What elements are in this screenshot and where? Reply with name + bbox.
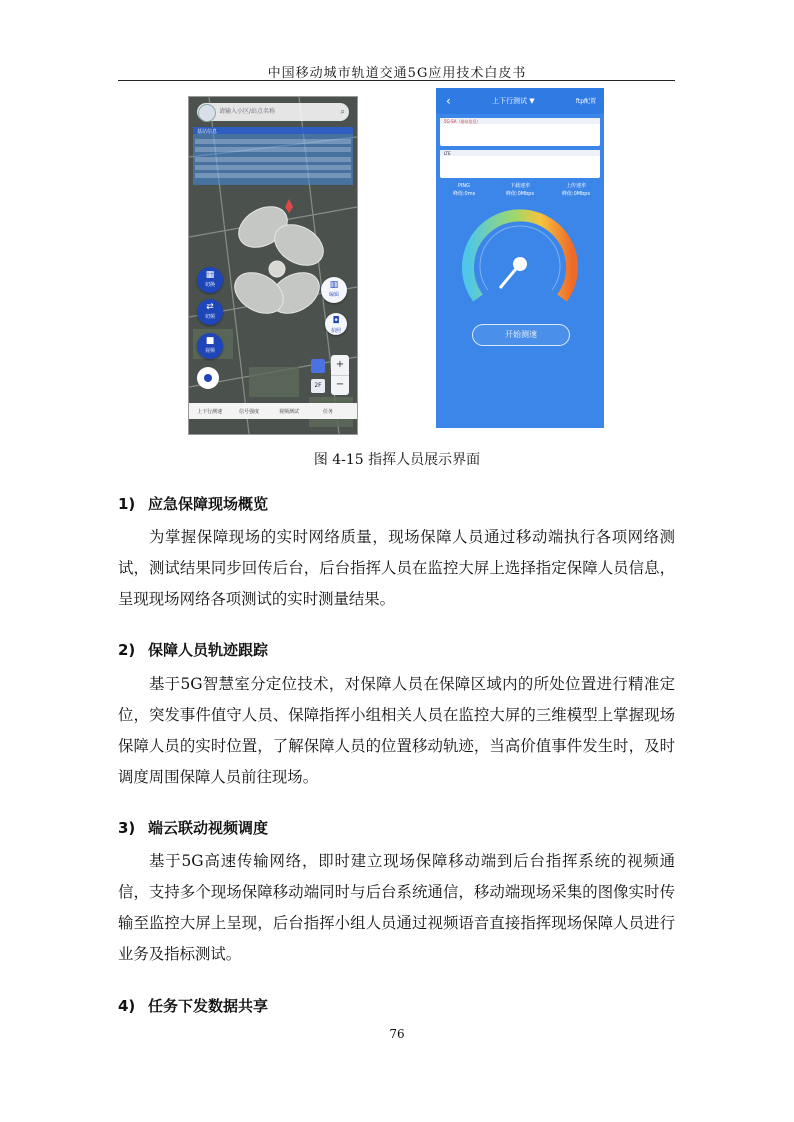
panel-row	[195, 165, 351, 170]
ping-stat	[436, 182, 492, 198]
header-rule	[118, 80, 675, 81]
speed-title[interactable]: 上下行测试 ▼	[492, 97, 535, 105]
frequency-button[interactable]	[197, 299, 223, 325]
camera-icon: ◘	[332, 316, 340, 326]
grid-icon: ▦	[205, 270, 215, 280]
video-icon: ■	[205, 336, 215, 346]
section-title: 端云联动视频调度	[148, 819, 269, 837]
section-heading	[118, 817, 268, 838]
section-paragraph: 为掌握保障现场的实时网络质量，现场保障人员通过移动端执行各项网络测试，测试结果同步回传后台，后台指挥人员在监控大屏上选择指定保障人员信息，呈现现场网络各项测试的实时测量结果。	[118, 528, 675, 608]
tab-speed-test[interactable]: 上下行测速	[197, 409, 223, 415]
zoom-in-button[interactable]: +	[335, 359, 345, 370]
zoom-control[interactable]	[331, 355, 349, 395]
map-bottom-tabs	[189, 403, 357, 419]
panel-tag: 基站信息	[197, 129, 218, 135]
speed-test-screenshot	[436, 88, 604, 428]
avatar[interactable]	[198, 104, 216, 122]
section-title: 任务下发数据共享	[148, 997, 269, 1015]
ftp-config-button[interactable]: ftp配置	[575, 98, 596, 105]
edit-button[interactable]	[321, 277, 347, 303]
tab-signal[interactable]: 信号强度	[239, 409, 260, 415]
locate-icon[interactable]	[197, 367, 219, 389]
back-icon[interactable]: ‹	[446, 94, 451, 108]
switch-label: 切换	[204, 282, 215, 288]
section-title: 保障人员轨迹跟踪	[148, 641, 269, 659]
running-header: 中国移动城市轨道交通5G应用技术白皮书	[267, 66, 527, 81]
lte-info-card	[440, 150, 600, 178]
ping-label: PING	[457, 183, 471, 189]
section-number: 4)	[118, 997, 136, 1015]
edit-label: 编辑	[328, 292, 339, 298]
download-stat	[492, 182, 548, 198]
nr-info-card	[440, 118, 600, 146]
speed-stats	[436, 182, 604, 208]
video-label: 视频	[204, 348, 215, 354]
section-title: 应急保障现场概览	[148, 495, 269, 513]
map-screenshot	[188, 96, 358, 435]
lte-card-tag: LTE	[444, 151, 451, 156]
speed-gauge	[456, 208, 584, 308]
speed-top-bar	[436, 88, 604, 114]
section-number: 2)	[118, 641, 136, 659]
panel-row	[195, 139, 351, 144]
section-heading	[118, 493, 268, 514]
tab-task[interactable]: 任务	[323, 409, 334, 415]
section-heading	[118, 639, 268, 660]
card-bar	[440, 150, 600, 156]
camera-button[interactable]	[325, 313, 347, 335]
page-number: 76	[389, 1027, 405, 1041]
panel-row	[195, 147, 351, 152]
nr-card-tag: 5G-SA（基站信息）	[444, 119, 481, 124]
zoom-out-button[interactable]: −	[331, 375, 349, 396]
download-value: 峰值:0Mbps	[505, 191, 535, 197]
swap-icon: ⇄	[206, 302, 214, 312]
layer-toggle[interactable]	[311, 359, 325, 373]
ping-value: 峰值:0ms	[452, 191, 476, 197]
map-search-bar[interactable]	[197, 103, 349, 121]
panel-row	[195, 157, 351, 162]
camera-label: 拍照	[330, 328, 341, 334]
figure-caption: 图 4-15 指挥人员展示界面	[313, 452, 481, 468]
video-button[interactable]	[197, 333, 223, 359]
upload-value: 峰值:0Mbps	[561, 191, 591, 197]
frequency-label: 切频	[204, 314, 215, 320]
search-input[interactable]: 请输入小区/站点名称	[219, 108, 276, 115]
start-test-button[interactable]: 开始测速	[472, 324, 570, 346]
cell-info-panel	[193, 127, 353, 185]
section-paragraph: 基于5G智慧室分定位技术，对保障人员在保障区域内的所处位置进行精准定位，突发事件值守人员、保障指挥小组相关人员在监控大屏的三维模型上掌握现场保障人员的实时位置，了解保障人员的位置移动轨迹，当高价值事件发生时，及时调度周围保障人员前往现场。	[118, 675, 675, 786]
tab-video-test[interactable]: 视频测试	[279, 409, 300, 415]
section-number: 1)	[118, 495, 136, 513]
search-icon[interactable]: ⌕	[340, 107, 345, 116]
floor-selector[interactable]: 2F	[311, 379, 325, 393]
section-paragraph: 基于5G高速传输网络，即时建立现场保障移动端到后台指挥系统的视频通信，支持多个现场保障移动端同时与后台系统通信，移动端现场采集的图像实时传输至监控大屏上呈现，后台指挥小组人员通过视频语音直接指挥现场保障人员进行业务及指标测试。	[118, 852, 675, 963]
section-heading	[118, 995, 268, 1016]
download-label: 下载速率	[509, 183, 530, 189]
upload-stat	[548, 182, 604, 198]
chart-icon: ▥	[329, 280, 339, 290]
section-number: 3)	[118, 819, 136, 837]
upload-label: 上传速率	[565, 183, 586, 189]
panel-row	[195, 173, 351, 178]
switch-button[interactable]	[197, 267, 223, 293]
